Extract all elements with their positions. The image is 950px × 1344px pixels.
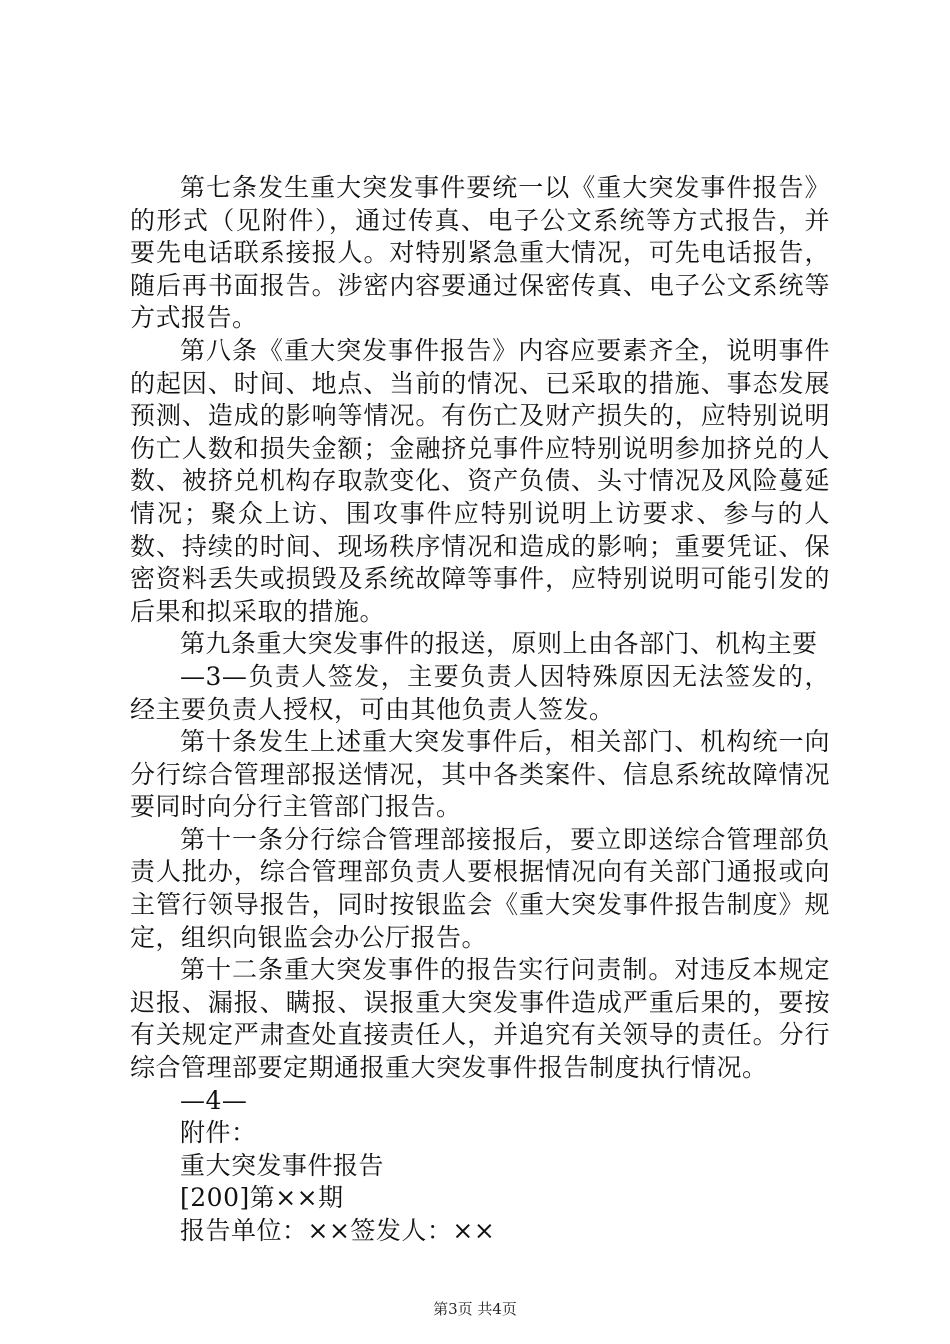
document-body [130, 172, 830, 1248]
paragraph-article-12: 第十二条重大突发事件的报告实行问责制。对违反本规定迟报、漏报、瞒报、误报重大突发事件造成严重后果的，要按有关规定严肃查处直接责任人，并追究有关领导的责任。分行综合管理部要定期通报重大突发事件报告制度执行情况。 [130, 955, 830, 1083]
report-unit-line: 报告单位：××签发人：×× [180, 1216, 496, 1245]
paragraph-article-11: 第十一条分行综合管理部接报后，要立即送综合管理部负责人批办，综合管理部负责人要根据情况向有关部门通报或向主管行领导报告，同时按银监会《重大突发事件报告制度》规定，组织向银监会办公厅报告。 [130, 824, 830, 952]
attachment-label: 附件： [180, 1118, 257, 1148]
attachment-title: 重大突发事件报告 [180, 1150, 385, 1180]
paragraph-article-7: 第七条发生重大突发事件要统一以《重大突发事件报告》的形式（见附件），通过传真、电子公文系统等方式报告，并要先电话联系接报人。对特别紧急重大情况，可先电话报告，随后再书面报告。涉密内容要通过保密传真、电子公文系统等方式报告。 [130, 173, 830, 333]
paragraph-article-9-continued: —3—负责人签发，主要负责人因特殊原因无法签发的，经主要负责人授权，可由其他负责人签发。 [130, 661, 830, 724]
paragraph-article-10: 第十条发生上述重大突发事件后，相关部门、机构统一向分行综合管理部报送情况，其中各类案件、信息系统故障情况要同时向分行主管部门报告。 [130, 727, 830, 822]
page-footer: 第3页 共4页 [433, 1300, 517, 1318]
paragraph-article-8: 第八条《重大突发事件报告》内容应要素齐全，说明事件的起因、时间、地点、当前的情况、已采取的措施、事态发展预测、造成的影响等情况。有伤亡及财产损失的，应特别说明伤亡人数和损失金额；金融挤兑事件应特别说明参加挤兑的人数、被挤兑机构存取款变化、资产负债、头寸情况及风险蔓延情况；聚众上访、围攻事件应特别说明上访要求、参与的人数、持续的时间、现场秩序情况和造成的影响；重要凭证、保密资料丢失或损毁及系统故障等事件，应特别说明可能引发的后果和拟采取的措施。 [130, 335, 830, 626]
issue-number: [200]第××期 [180, 1183, 344, 1213]
page-marker: —4— [180, 1085, 248, 1115]
paragraph-article-9: 第九条重大突发事件的报送，原则上由各部门、机构主要 [180, 629, 818, 659]
